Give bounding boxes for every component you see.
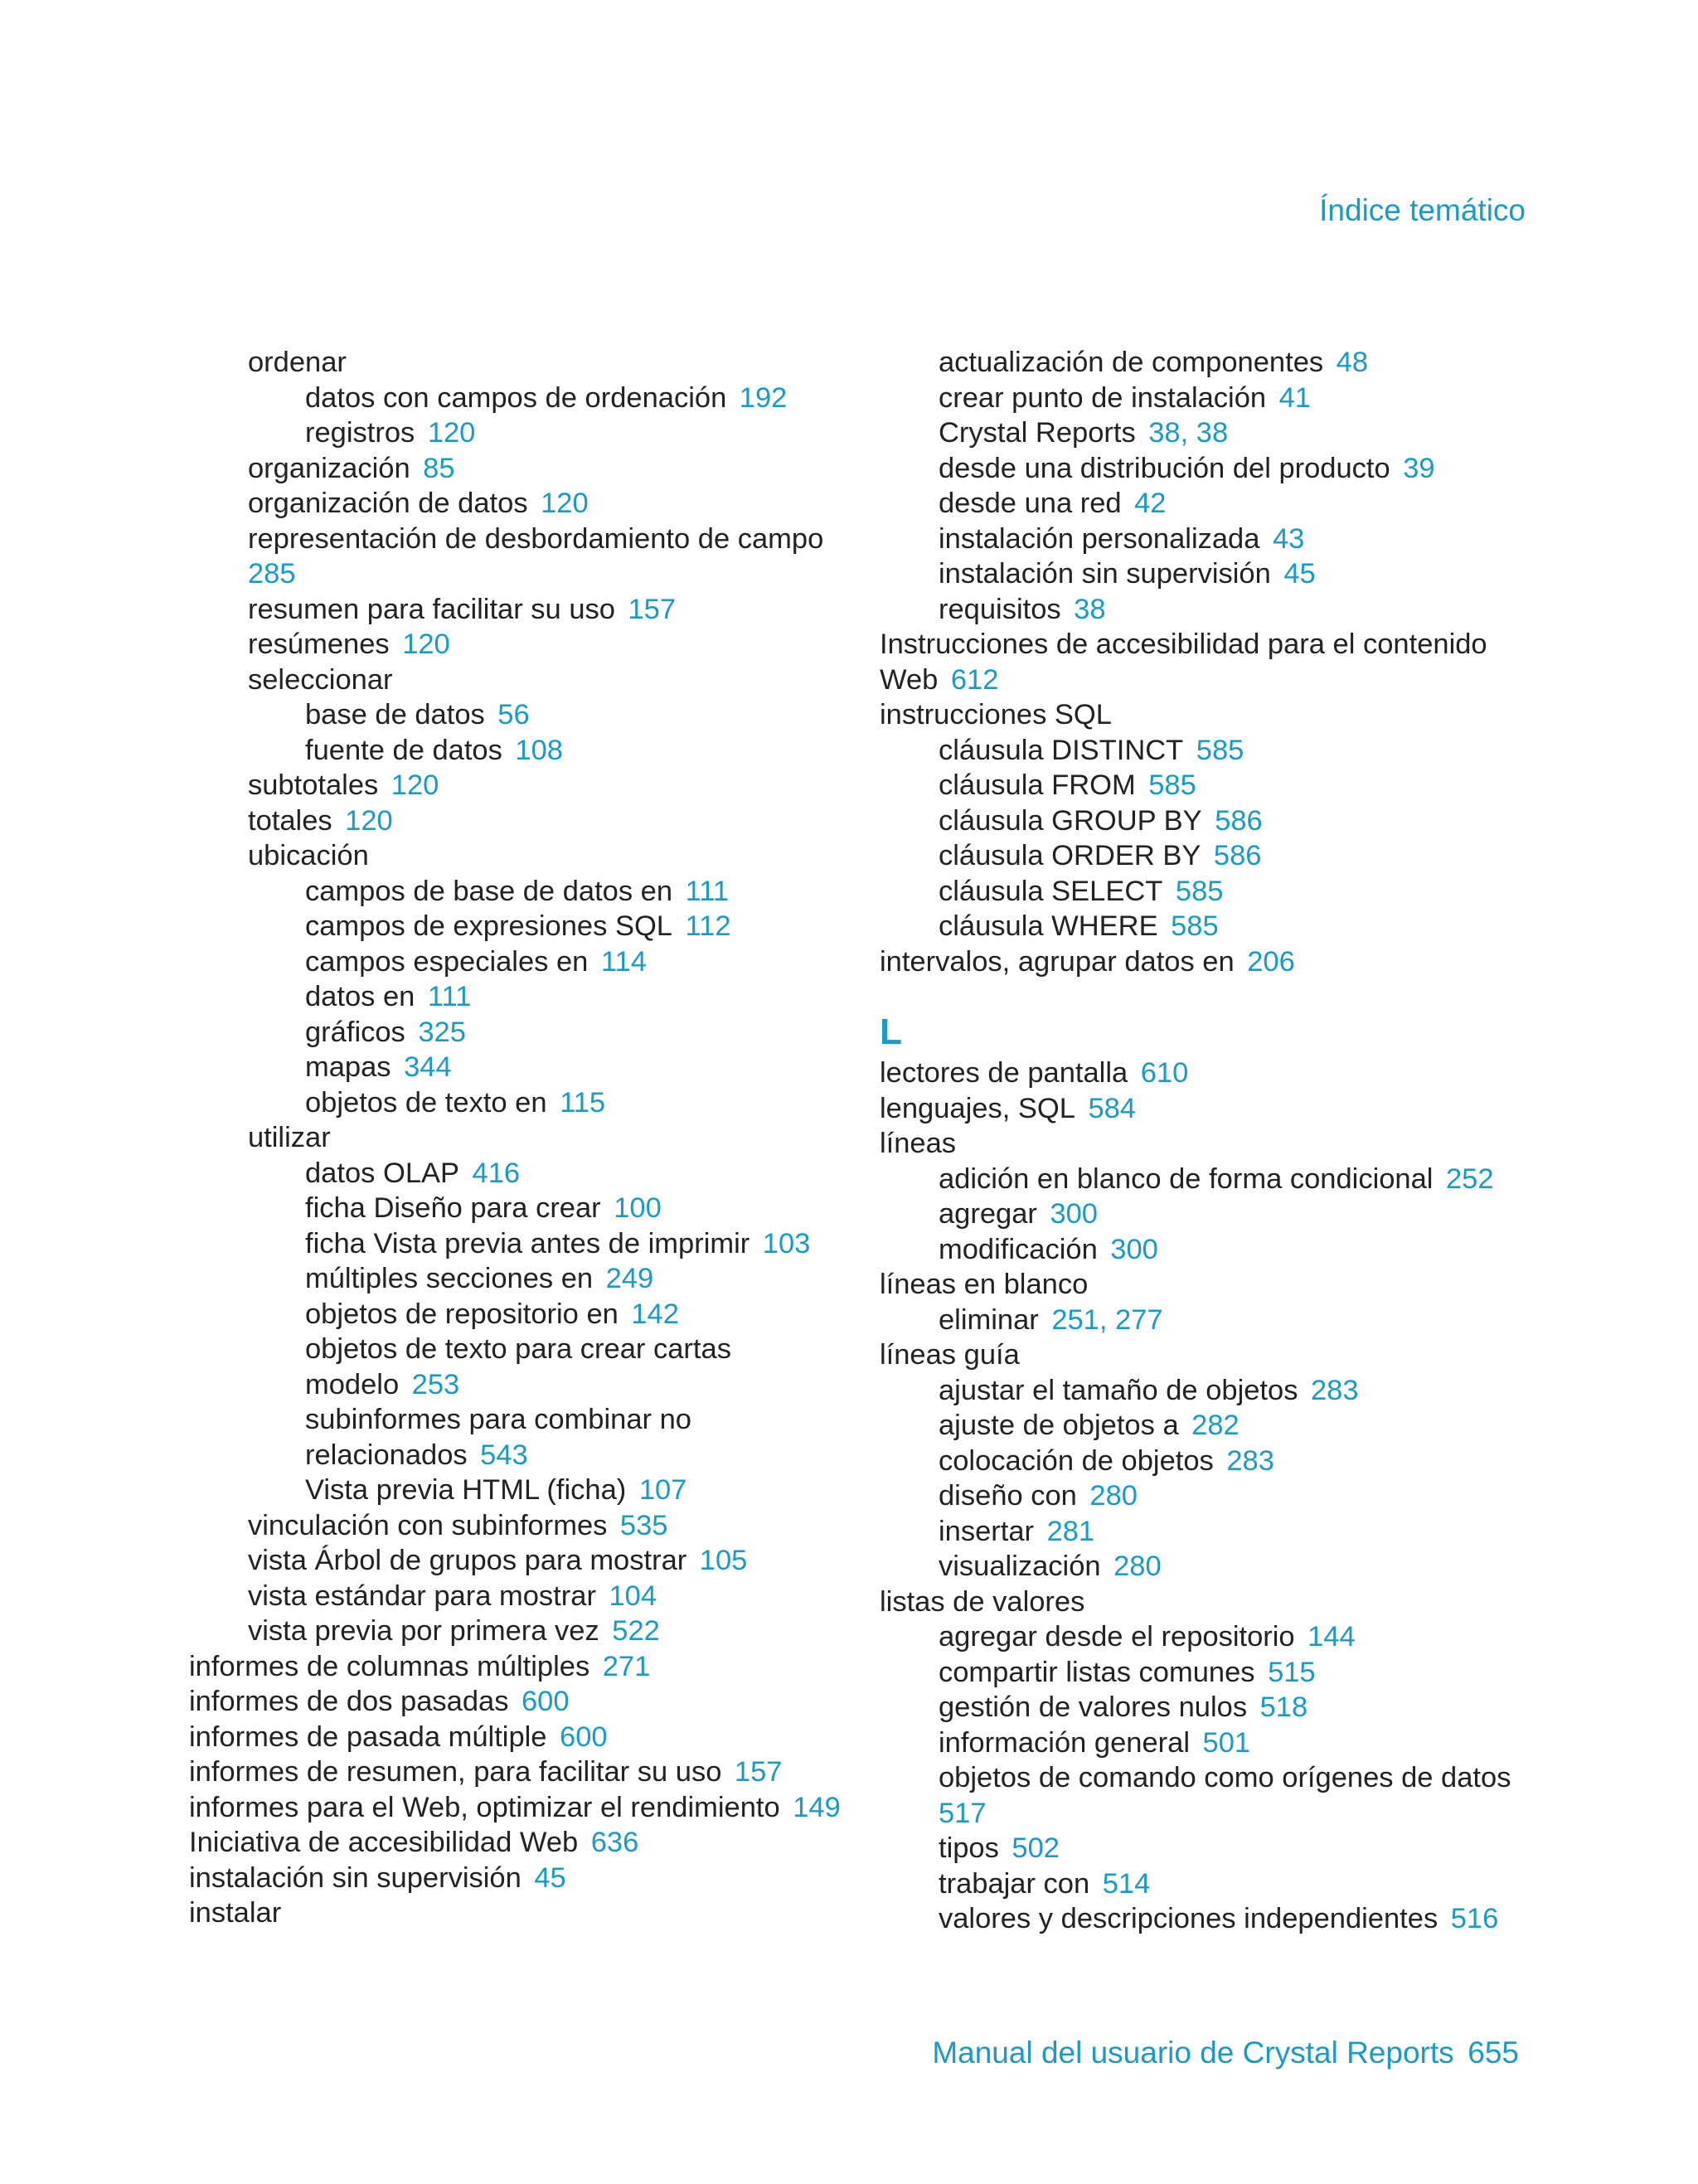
index-term: objetos de texto en	[305, 1086, 547, 1119]
index-entry	[189, 1332, 852, 1367]
page-reference-link[interactable]: 45	[1283, 558, 1316, 590]
index-entry	[189, 522, 852, 592]
page-reference-link[interactable]: 344	[404, 1051, 452, 1083]
index-term: organización	[248, 452, 410, 484]
index-entry	[189, 1367, 852, 1403]
index-entry	[189, 1085, 852, 1121]
index-entry	[189, 803, 852, 839]
index-term: instrucciones SQL	[880, 699, 1112, 730]
index-entry	[189, 345, 852, 381]
index-term: relacionados	[305, 1439, 468, 1471]
index-entry	[880, 1690, 1543, 1725]
page-reference-link[interactable]: 280	[1113, 1551, 1162, 1582]
index-entry	[880, 768, 1543, 803]
index-entry	[189, 1156, 852, 1191]
page-reference-link[interactable]: 104	[609, 1580, 657, 1612]
page-reference-link[interactable]: 586	[1215, 804, 1263, 837]
index-term: instalación sin supervisión	[189, 1861, 522, 1894]
index-entry	[189, 451, 852, 487]
page-reference-link[interactable]: 142	[631, 1298, 679, 1330]
index-term: crear punto de instalación	[939, 381, 1267, 414]
index-term: líneas guía	[880, 1339, 1020, 1371]
index-entry	[880, 1408, 1543, 1444]
index-entry	[880, 1162, 1543, 1197]
page-reference-link[interactable]: 105	[699, 1545, 748, 1576]
page-reference-link[interactable]: 600	[522, 1686, 570, 1717]
index-entry	[189, 768, 852, 803]
index-entry	[880, 345, 1543, 381]
index-entry	[880, 1760, 1543, 1831]
index-entry	[189, 1473, 852, 1508]
page-reference-link[interactable]: 144	[1307, 1621, 1356, 1653]
index-term: información general	[939, 1726, 1191, 1759]
page-reference-link[interactable]: 514	[1102, 1867, 1151, 1900]
index-entry	[880, 1267, 1543, 1303]
page-reference-link[interactable]: 149	[793, 1791, 841, 1823]
index-term: informes para el Web, optimizar el rendimiento	[189, 1791, 780, 1823]
index-entry	[189, 874, 852, 910]
index-term: informes de dos pasadas	[189, 1686, 509, 1717]
page-reference-link[interactable]: 636	[590, 1827, 639, 1858]
page-reference-link[interactable]: 535	[619, 1509, 668, 1541]
index-entry	[189, 697, 852, 733]
index-term: campos especiales en	[305, 945, 589, 978]
page-reference-link[interactable]: 38	[1074, 593, 1106, 625]
index-term: listas de valores	[880, 1585, 1085, 1618]
index-term: gestión de valores nulos	[939, 1691, 1248, 1723]
index-entry	[880, 627, 1543, 662]
index-entry	[880, 1585, 1543, 1620]
index-term: adición en blanco de forma condicional	[939, 1162, 1434, 1195]
index-term: fuente de datos	[305, 734, 502, 766]
index-term: vinculación con subinformes	[248, 1509, 608, 1541]
page-reference-link[interactable]: 585	[1175, 875, 1224, 907]
page-reference-link[interactable]: 48	[1336, 347, 1369, 378]
index-term: eliminar	[939, 1303, 1039, 1336]
index-term: trabajar con	[939, 1867, 1090, 1900]
running-header	[1319, 192, 1526, 229]
index-term: visualización	[939, 1551, 1101, 1582]
index-term: registros	[305, 417, 415, 449]
index-term: instalación personalizada	[939, 522, 1260, 555]
index-term: informes de pasada múltiple	[189, 1721, 547, 1753]
page-reference-link[interactable]: 251, 277	[1051, 1303, 1163, 1336]
index-term: gráficos	[305, 1016, 405, 1048]
index-term: subtotales	[248, 769, 379, 801]
index-term: tipos	[939, 1832, 999, 1864]
index-entry	[880, 592, 1543, 628]
page-reference-link[interactable]: 120	[345, 804, 393, 837]
index-entry	[880, 662, 1543, 698]
page-reference-link[interactable]: 586	[1213, 840, 1262, 871]
index-term: vista Árbol de grupos para mostrar	[248, 1545, 687, 1576]
index-entry	[880, 697, 1543, 733]
index-entry	[880, 838, 1543, 874]
page-reference-link[interactable]: 515	[1268, 1656, 1316, 1688]
index-term: seleccionar	[248, 663, 393, 696]
index-term: utilizar	[248, 1122, 331, 1153]
index-term: agregar	[939, 1198, 1037, 1230]
index-term: ajustar el tamaño de objetos	[939, 1374, 1298, 1406]
index-entry	[880, 874, 1543, 910]
index-term: cláusula FROM	[939, 769, 1136, 801]
index-term: informes de columnas múltiples	[189, 1650, 590, 1682]
index-entry	[189, 1825, 852, 1861]
index-entry	[189, 909, 852, 944]
index-term: objetos de comando como orígenes de datos	[939, 1762, 1511, 1793]
page-reference-link[interactable]: 39	[1403, 452, 1435, 484]
index-term: compartir listas comunes	[939, 1656, 1255, 1688]
page-reference-link[interactable]: 271	[602, 1650, 651, 1682]
page-reference-link[interactable]: 517	[939, 1797, 987, 1829]
page-reference-link[interactable]: 115	[560, 1086, 606, 1119]
index-entry	[880, 1514, 1543, 1550]
page-reference-link[interactable]: 43	[1272, 522, 1305, 555]
page-reference-link[interactable]: 45	[534, 1861, 566, 1894]
page-reference-link[interactable]: 281	[1046, 1515, 1095, 1547]
index-entry	[189, 662, 852, 698]
page-reference-link[interactable]: 103	[762, 1227, 811, 1259]
index-term: intervalos, agrupar datos en	[880, 945, 1235, 978]
index-entry	[880, 1444, 1543, 1479]
index-term: objetos de repositorio en	[305, 1298, 619, 1330]
index-entry	[189, 979, 852, 1015]
index-term: modelo	[305, 1368, 400, 1400]
index-entry	[880, 1091, 1543, 1127]
page-reference-link[interactable]: 56	[497, 699, 530, 730]
index-term: base de datos	[305, 699, 485, 730]
index-entry	[189, 1438, 852, 1473]
index-entry	[189, 1402, 852, 1438]
index-term: datos OLAP	[305, 1157, 460, 1189]
footer-title: Manual del usuario de Crystal Reports	[932, 2036, 1454, 2070]
index-term: representación de desbordamiento de campo	[248, 522, 824, 555]
index-term: campos de base de datos en	[305, 875, 673, 907]
index-entry	[880, 1549, 1543, 1585]
index-entry	[189, 1191, 852, 1226]
page-reference-link[interactable]: 108	[515, 734, 563, 766]
index-entry	[880, 1196, 1543, 1232]
page-reference-link[interactable]: 42	[1134, 488, 1167, 519]
index-term: ordenar	[248, 347, 347, 378]
index-section-letter: L	[880, 1012, 902, 1052]
page-reference-link[interactable]: 502	[1012, 1832, 1060, 1864]
index-entry	[880, 415, 1543, 451]
index-entry	[189, 1050, 852, 1085]
index-term: ficha Vista previa antes de imprimir	[305, 1227, 750, 1259]
index-entry	[189, 1015, 852, 1051]
page-reference-link[interactable]: 501	[1202, 1726, 1251, 1759]
page-reference-link[interactable]: 516	[1450, 1903, 1499, 1934]
index-entry	[189, 627, 852, 662]
index-term: organización de datos	[248, 488, 528, 519]
index-entry	[189, 1754, 852, 1790]
index-entry	[880, 522, 1543, 557]
index-entry	[880, 1126, 1543, 1162]
index-term: Vista previa HTML (ficha)	[305, 1474, 627, 1506]
header-title: Índice temático	[1319, 193, 1526, 227]
page-reference-link[interactable]: 157	[734, 1756, 783, 1788]
page-reference-link[interactable]: 120	[541, 488, 589, 519]
page-reference-link[interactable]: 249	[605, 1263, 654, 1294]
index-term: informes de resumen, para facilitar su uso	[189, 1756, 722, 1788]
index-term: lectores de pantalla	[880, 1057, 1128, 1089]
page-reference-link[interactable]: 100	[614, 1192, 662, 1224]
index-entry	[880, 1655, 1543, 1691]
index-term: lenguajes, SQL	[880, 1092, 1075, 1124]
page-number: 655	[1468, 2036, 1519, 2070]
index-entry	[189, 1543, 852, 1579]
index-entry	[189, 1720, 852, 1755]
index-entry	[880, 1866, 1543, 1902]
index-term: ubicación	[248, 840, 369, 871]
index-term: ajuste de objetos a	[939, 1410, 1179, 1441]
page-reference-link[interactable]: 111	[685, 875, 730, 907]
index-entry	[880, 381, 1543, 416]
index-entry	[880, 1337, 1543, 1373]
page-reference-link[interactable]: 206	[1247, 945, 1295, 978]
index-entry	[880, 733, 1543, 769]
index-entry	[880, 944, 1543, 980]
page-reference-link[interactable]: 300	[1050, 1198, 1098, 1230]
page-reference-link[interactable]: 283	[1310, 1374, 1359, 1406]
index-term: datos con campos de ordenación	[305, 381, 727, 414]
page-reference-link[interactable]: 252	[1446, 1162, 1494, 1195]
page-reference-link[interactable]: 325	[418, 1016, 466, 1048]
index-term: desde una red	[939, 488, 1122, 519]
index-term: agregar desde el repositorio	[939, 1621, 1295, 1653]
index-term: diseño con	[939, 1480, 1077, 1512]
page-reference-link[interactable]: 157	[628, 593, 677, 625]
page-reference-link[interactable]: 114	[600, 945, 647, 978]
index-term: vista previa por primera vez	[248, 1615, 599, 1647]
page-reference-link[interactable]: 120	[402, 629, 450, 660]
page-reference-link[interactable]: 41	[1278, 381, 1311, 414]
index-entry	[189, 1508, 852, 1544]
index-entry	[189, 1790, 852, 1826]
index-entry	[880, 556, 1543, 592]
index-term: colocación de objetos	[939, 1444, 1214, 1477]
index-entry	[880, 1831, 1543, 1866]
index-entry	[189, 486, 852, 522]
index-entry	[189, 1614, 852, 1649]
index-entry	[880, 1232, 1543, 1268]
index-entry	[880, 1901, 1543, 1937]
page-reference-link[interactable]: 285	[248, 558, 296, 590]
page-reference-link[interactable]: 543	[480, 1439, 528, 1471]
index-term: campos de expresiones SQL	[305, 910, 672, 942]
index-term: vista estándar para mostrar	[248, 1580, 596, 1612]
index-entry	[189, 1120, 852, 1156]
index-term: cláusula DISTINCT	[939, 734, 1184, 766]
index-term: mapas	[305, 1051, 391, 1083]
index-term: Instrucciones de accesibilidad para el contenido	[880, 629, 1487, 660]
index-entry	[189, 1261, 852, 1297]
page-reference-link[interactable]: 300	[1110, 1233, 1158, 1265]
index-entry	[189, 1895, 852, 1931]
index-entry	[189, 1579, 852, 1614]
index-entry	[189, 1297, 852, 1332]
page-reference-link[interactable]: 120	[427, 417, 476, 449]
index-entry	[189, 1861, 852, 1896]
index-term: líneas en blanco	[880, 1269, 1089, 1300]
index-term: líneas	[880, 1128, 957, 1159]
index-entry	[880, 1619, 1543, 1655]
index-term: subinformes para combinar no	[305, 1404, 691, 1435]
index-term: múltiples secciones en	[305, 1263, 594, 1294]
index-term: resumen para facilitar su uso	[248, 593, 615, 625]
page-footer	[932, 2035, 1519, 2071]
index-term: cláusula ORDER BY	[939, 840, 1201, 871]
page-reference-link[interactable]: 600	[560, 1721, 608, 1753]
page-reference-link[interactable]: 610	[1140, 1057, 1189, 1089]
page-reference-link[interactable]: 111	[427, 981, 472, 1012]
index-entry	[189, 838, 852, 874]
page-reference-link[interactable]: 120	[391, 769, 439, 801]
page-reference-link[interactable]: 85	[423, 452, 455, 484]
index-term: valores y descripciones independientes	[939, 1903, 1438, 1934]
index-entry	[189, 1649, 852, 1685]
index-entry	[189, 733, 852, 769]
index-term: modificación	[939, 1233, 1098, 1265]
page-reference-link[interactable]: 416	[472, 1157, 521, 1189]
index-entry	[189, 1226, 852, 1262]
index-column-right	[880, 345, 1543, 1937]
index-column-left	[189, 345, 852, 1931]
index-entry	[880, 1303, 1543, 1338]
index-term: desde una distribución del producto	[939, 452, 1390, 484]
index-term: totales	[248, 804, 332, 837]
page-reference-link[interactable]: 585	[1196, 734, 1244, 766]
index-term: Crystal Reports	[939, 417, 1136, 449]
page-reference-link[interactable]: 107	[638, 1474, 687, 1506]
page-reference-link[interactable]: 112	[685, 910, 731, 942]
index-entry	[880, 451, 1543, 487]
index-term: datos en	[305, 981, 415, 1012]
index-entry	[880, 1478, 1543, 1514]
index-term: insertar	[939, 1515, 1035, 1547]
index-entry	[880, 909, 1543, 944]
page-reference-link[interactable]: 192	[739, 381, 788, 414]
index-term: resúmenes	[248, 629, 390, 660]
index-entry	[189, 944, 852, 980]
page-reference-link[interactable]: 612	[950, 663, 999, 696]
index-term: instalar	[189, 1897, 282, 1929]
page-reference-link[interactable]: 283	[1226, 1444, 1274, 1477]
page-reference-link[interactable]: 585	[1171, 910, 1219, 942]
page-reference-link[interactable]: 38, 38	[1148, 417, 1229, 449]
index-term: actualización de componentes	[939, 347, 1324, 378]
page-reference-link[interactable]: 253	[411, 1368, 460, 1400]
index-entry	[880, 1725, 1543, 1761]
index-term: objetos de texto para crear cartas	[305, 1333, 731, 1365]
index-term: cláusula SELECT	[939, 875, 1163, 907]
index-term: Iniciativa de accesibilidad Web	[189, 1827, 579, 1858]
index-term: requisitos	[939, 593, 1061, 625]
index-entry	[189, 381, 852, 416]
index-term: cláusula WHERE	[939, 910, 1158, 942]
index-entry	[880, 1056, 1543, 1091]
page-reference-link[interactable]: 585	[1148, 769, 1196, 801]
page-reference-link[interactable]: 518	[1259, 1691, 1308, 1723]
index-entry	[189, 592, 852, 628]
index-entry	[880, 803, 1543, 839]
index-entry	[189, 1684, 852, 1720]
page-reference-link[interactable]: 282	[1191, 1410, 1240, 1441]
index-entry	[880, 1373, 1543, 1409]
index-entry	[880, 486, 1543, 522]
page-reference-link[interactable]: 522	[612, 1615, 660, 1647]
index-term: instalación sin supervisión	[939, 558, 1271, 590]
index-entry	[189, 415, 852, 451]
page-reference-link[interactable]: 280	[1089, 1480, 1138, 1512]
index-term: ficha Diseño para crear	[305, 1192, 601, 1224]
index-term: cláusula GROUP BY	[939, 804, 1202, 837]
index-term: Web	[880, 663, 939, 696]
page-reference-link[interactable]: 584	[1088, 1092, 1136, 1124]
